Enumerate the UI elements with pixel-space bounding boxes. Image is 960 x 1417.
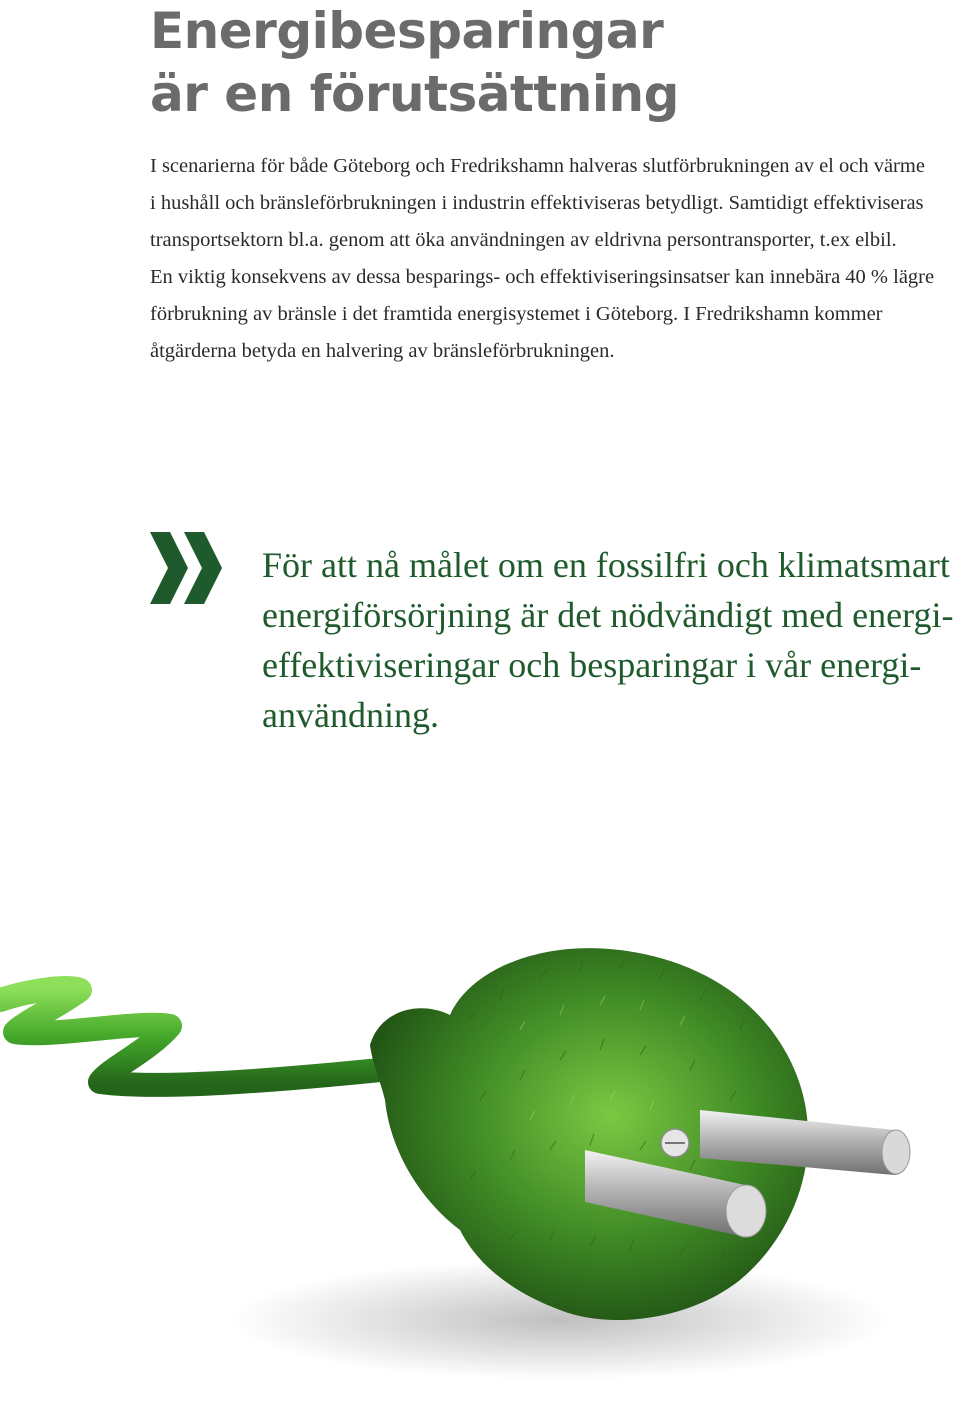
heading-line-1: Energibesparingar — [150, 2, 664, 60]
grass-plug-icon — [0, 800, 960, 1417]
double-chevron-quote-icon — [148, 528, 228, 608]
quote-line-4: användning. — [262, 695, 439, 735]
body-line-3: transportsektorn bl.a. genom att öka användningen av eldrivna persontransporter, t.ex elbil. — [150, 229, 897, 251]
body-paragraph — [150, 148, 960, 370]
quote-line-1: För att nå målet om en fossilfri och klimatsmart — [262, 545, 950, 585]
pull-quote — [262, 540, 952, 740]
heading-line-2: är en förutsättning — [150, 65, 679, 123]
body-line-6: åtgärderna betyda en halvering av bränsleförbrukningen. — [150, 340, 615, 362]
body-line-2: i hushåll och bränsleförbrukningen i industrin effektiviseras betydligt. Samtidigt effektiviseras — [150, 192, 924, 214]
quote-line-2: energiförsörjning är det nödvändigt med energi- — [262, 595, 954, 635]
page-heading — [150, 0, 910, 126]
quote-line-3: effektiviseringar och besparingar i vår energi- — [262, 645, 922, 685]
body-line-5: förbrukning av bränsle i det framtida energisystemet i Göteborg. I Fredrikshamn kommer — [150, 303, 883, 325]
body-line-1: I scenarierna för både Göteborg och Fredrikshamn halveras slutförbrukningen av el och värme — [150, 155, 925, 177]
body-line-4: En viktig konsekvens av dessa besparings- och effektiviseringsinsatser kan innebära 40 % lägre — [150, 266, 935, 288]
